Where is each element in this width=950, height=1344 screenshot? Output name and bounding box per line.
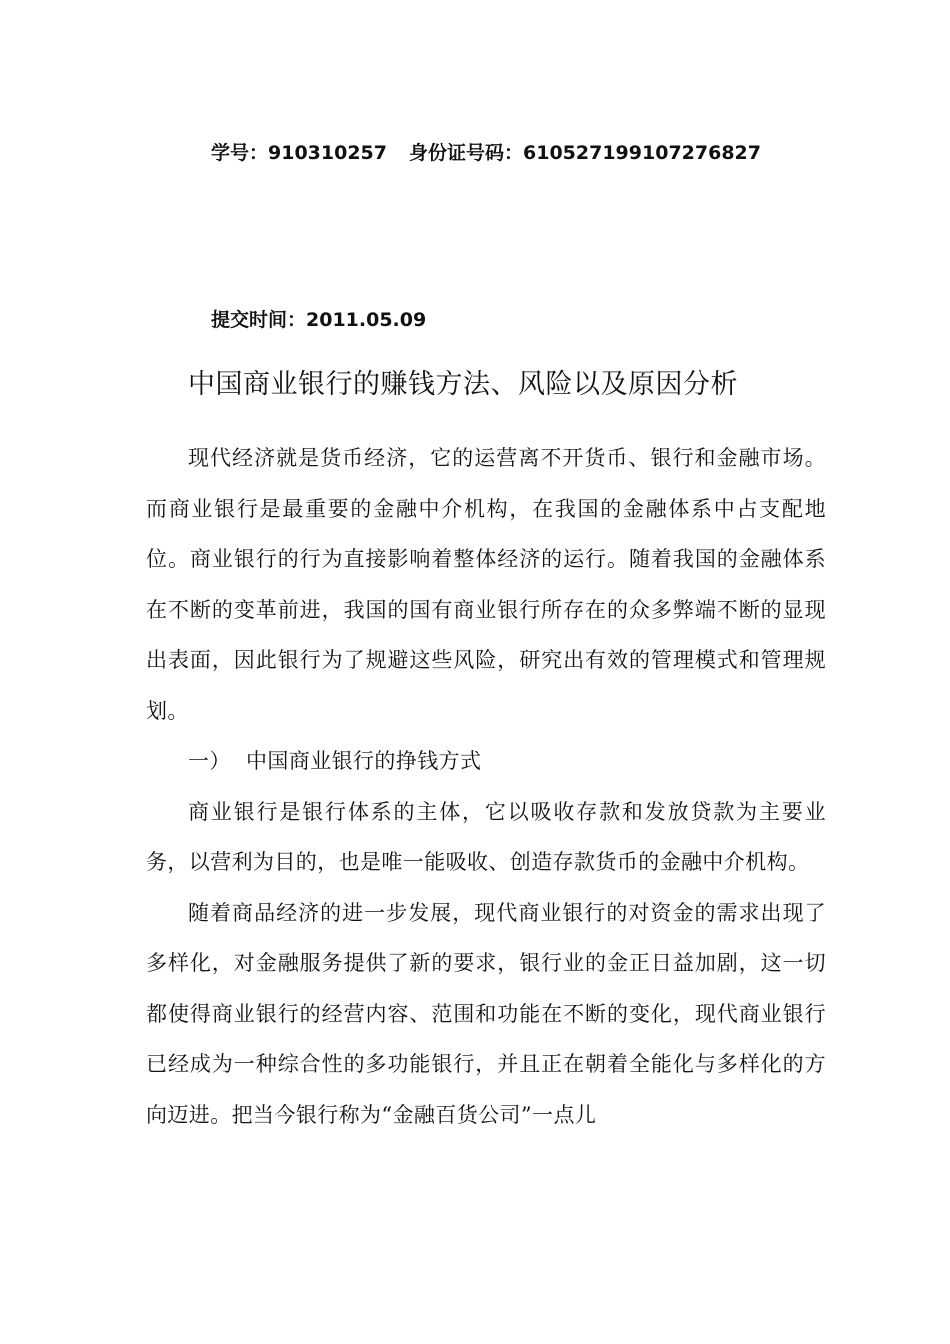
submit-time-value: 2011.05.09	[306, 309, 427, 331]
id-card-value: 610527199107276827	[523, 142, 761, 164]
paragraph-intro: 现代经济就是货币经济，它的运营离不开货币、银行和金融市场。而商业银行是最重要的金融中介机构，在我国的金融体系中占支配地位。商业银行的行为直接影响着整体经济的运行。随着我国的金融体系在不断的变革前进，我国的国有商业银行所存在的众多弊端不断的显现出表面，因此银行为了规避这些风险，研究出有效的管理模式和管理规划。	[146, 446, 826, 723]
submit-time-label: 提交时间：	[211, 309, 307, 331]
submit-time-line	[211, 305, 426, 332]
document-title: 中国商业银行的赚钱方法、风险以及原因分析	[188, 369, 738, 400]
section-heading-1	[146, 736, 826, 787]
student-id-label: 学号：	[211, 142, 269, 164]
section-title: 中国商业银行的挣钱方式	[246, 749, 482, 773]
section-number: 一）	[188, 749, 231, 773]
student-info-line	[211, 138, 761, 165]
document-body	[146, 433, 826, 1140]
id-card-label: 身份证号码：	[409, 142, 524, 164]
paragraph-development: 随着商品经济的进一步发展，现代商业银行的对资金的需求出现了多样化，对金融服务提供了新的要求，银行业的金正日益加剧，这一切都使得商业银行的经营内容、范围和功能在不断的变化，现代商业银行已经成为一种综合性的多功能银行，并且正在朝着全能化与多样化的方向迈进。把当今银行称为“金融百货公司”一点儿	[146, 900, 826, 1127]
paragraph-commercial-bank: 商业银行是银行体系的主体，它以吸收存款和发放贷款为主要业务，以营利为目的，也是唯一能吸收、创造存款货币的金融中介机构。	[146, 799, 826, 874]
student-id-value: 910310257	[268, 142, 387, 164]
